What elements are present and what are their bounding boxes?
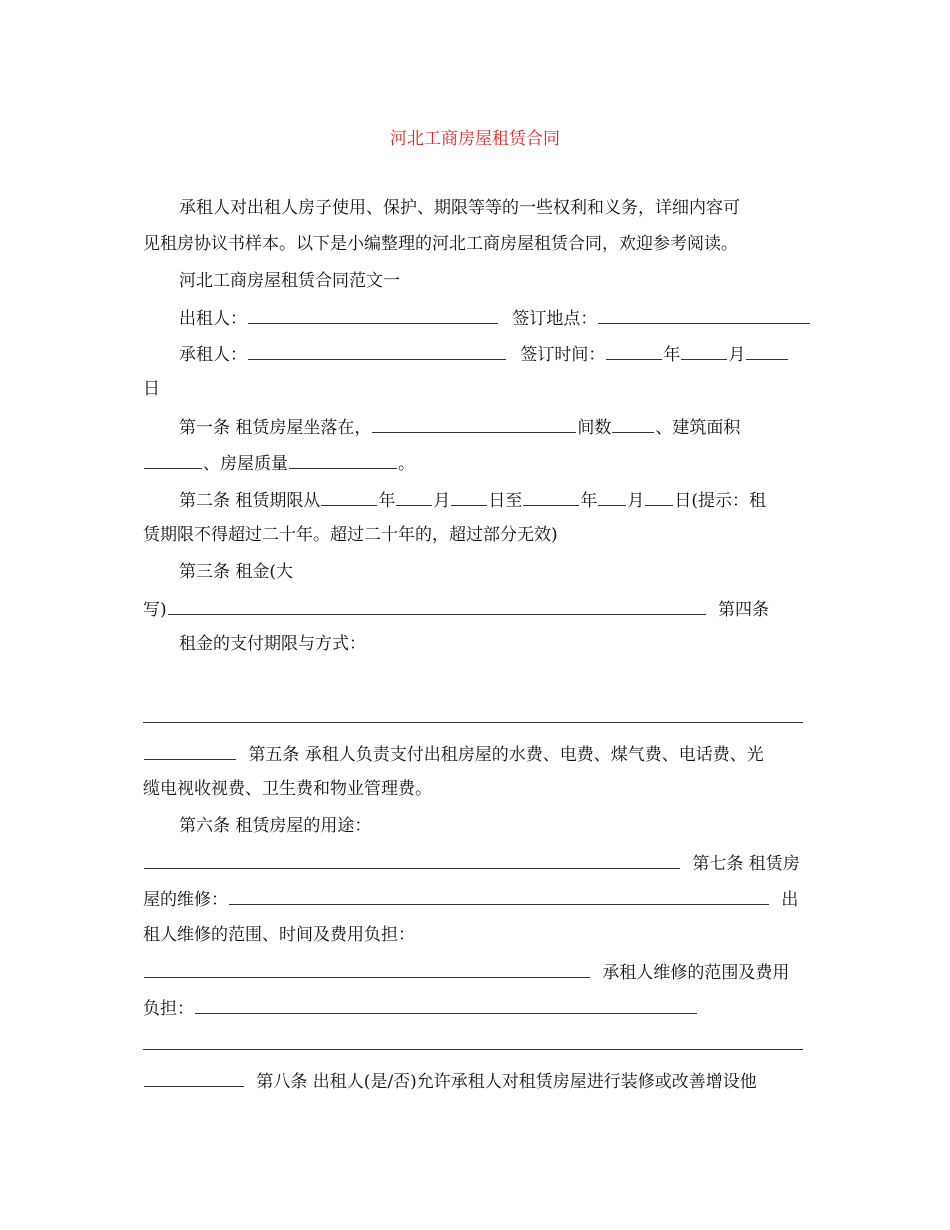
area-blank[interactable] [144, 450, 202, 469]
repair-label: 屋的维修： [143, 890, 228, 910]
area-label: 、建筑面积 [655, 418, 741, 438]
article-1-line-2 [143, 450, 415, 476]
repair-blank[interactable] [229, 886, 769, 905]
article-8-line [143, 1068, 757, 1094]
lessee-repair-label: 承租人维修的范围及费用 [602, 963, 790, 983]
article-7-line-2 [143, 886, 798, 912]
lessor-label: 出租人： [179, 309, 247, 329]
sign-time-label: 签订时间： [520, 345, 606, 365]
article-1-line [179, 414, 740, 440]
location-blank[interactable] [372, 414, 576, 433]
month-label: 月 [433, 491, 451, 511]
article-8-text: 第八条 出租人(是/否)允许承租人对租赁房屋进行装修或改善增设他 [256, 1072, 757, 1092]
day-label: 日 [143, 379, 160, 399]
intro-paragraph-line-1: 承租人对出租人房子使用、保护、期限等等的一些权利和义务，详细内容可 [179, 198, 740, 218]
end-day-blank[interactable] [645, 487, 673, 506]
lessor-repair-blank[interactable] [144, 959, 590, 978]
article-7-line-4 [143, 959, 789, 985]
article-6-line-2 [143, 850, 800, 876]
usage-blank[interactable] [144, 850, 680, 869]
article-4-label: 第四条 [718, 600, 770, 620]
article-2-label: 第二条 租赁期限从 [179, 491, 321, 511]
lessee-repair-blank-2[interactable] [143, 1049, 803, 1050]
payment-method-blank[interactable] [143, 722, 803, 723]
article-1-end: 。 [398, 454, 415, 474]
sample-heading: 河北工商房屋租赁合同范文一 [179, 271, 400, 291]
hint-text: 日(提示：租 [674, 491, 767, 511]
lessor-blank[interactable] [248, 305, 498, 324]
start-day-blank[interactable] [451, 487, 487, 506]
article-5-line-2: 缆电视收视费、卫生费和物业管理费。 [143, 779, 432, 799]
sign-place-blank[interactable] [598, 305, 810, 324]
year-label: 年 [663, 345, 681, 365]
burden-label: 负担： [143, 999, 194, 1019]
sign-year-blank[interactable] [606, 341, 662, 360]
intro-paragraph-line-2: 见租房协议书样本。以下是小编整理的河北工商房屋租赁合同，欢迎参考阅读。 [143, 234, 738, 254]
article-7-line-5 [143, 995, 698, 1021]
article-3-label: 第三条 租金(大 [179, 562, 294, 582]
start-year-blank[interactable] [321, 487, 377, 506]
year-label: 年 [580, 491, 598, 511]
xie-label: 写) [143, 600, 167, 620]
lessee-label: 承租人： [179, 345, 247, 365]
article-5-text: 第五条 承租人负责支付出租房屋的水费、电费、煤气费、电话费、光 [248, 745, 764, 765]
rooms-label: 间数 [577, 418, 612, 438]
end-month-blank[interactable] [598, 487, 626, 506]
end-year-blank[interactable] [523, 487, 579, 506]
to-label: 日至 [488, 491, 523, 511]
lessee-repair-blank-end[interactable] [144, 1068, 244, 1087]
sign-day-blank[interactable] [746, 341, 788, 360]
rent-amount-blank[interactable] [168, 596, 706, 615]
lessor-line [179, 305, 811, 331]
article-2-line-2: 赁期限不得超过二十年。超过二十年的，超过部分无效) [143, 525, 558, 545]
lessee-blank[interactable] [248, 341, 506, 360]
month-label: 月 [627, 491, 645, 511]
lessee-repair-blank[interactable] [195, 995, 697, 1014]
article-4-line-2: 租金的支付期限与方式： [179, 634, 366, 654]
article-5-line [143, 741, 764, 767]
article-7-line-3: 租人维修的范围、时间及费用负担： [143, 925, 415, 945]
article-6-label: 第六条 租赁房屋的用途： [179, 816, 372, 836]
sign-place-label: 签订地点： [512, 309, 598, 329]
article-1-label: 第一条 租赁房屋坐落在， [179, 418, 372, 438]
article-3-line-2 [143, 596, 769, 622]
article-2-line [179, 487, 766, 513]
chu-label: 出 [781, 890, 799, 910]
quality-label: 、房屋质量 [203, 454, 288, 474]
lessee-line [179, 341, 789, 367]
rooms-blank[interactable] [612, 414, 654, 433]
payment-method-blank-end[interactable] [144, 741, 236, 760]
quality-blank[interactable] [289, 450, 397, 469]
sign-month-blank[interactable] [681, 341, 727, 360]
year-label: 年 [378, 491, 396, 511]
start-month-blank[interactable] [396, 487, 432, 506]
article-7-label: 第七条 租赁房 [692, 854, 800, 874]
month-label: 月 [728, 345, 746, 365]
document-title: 河北工商房屋租赁合同 [390, 129, 560, 149]
